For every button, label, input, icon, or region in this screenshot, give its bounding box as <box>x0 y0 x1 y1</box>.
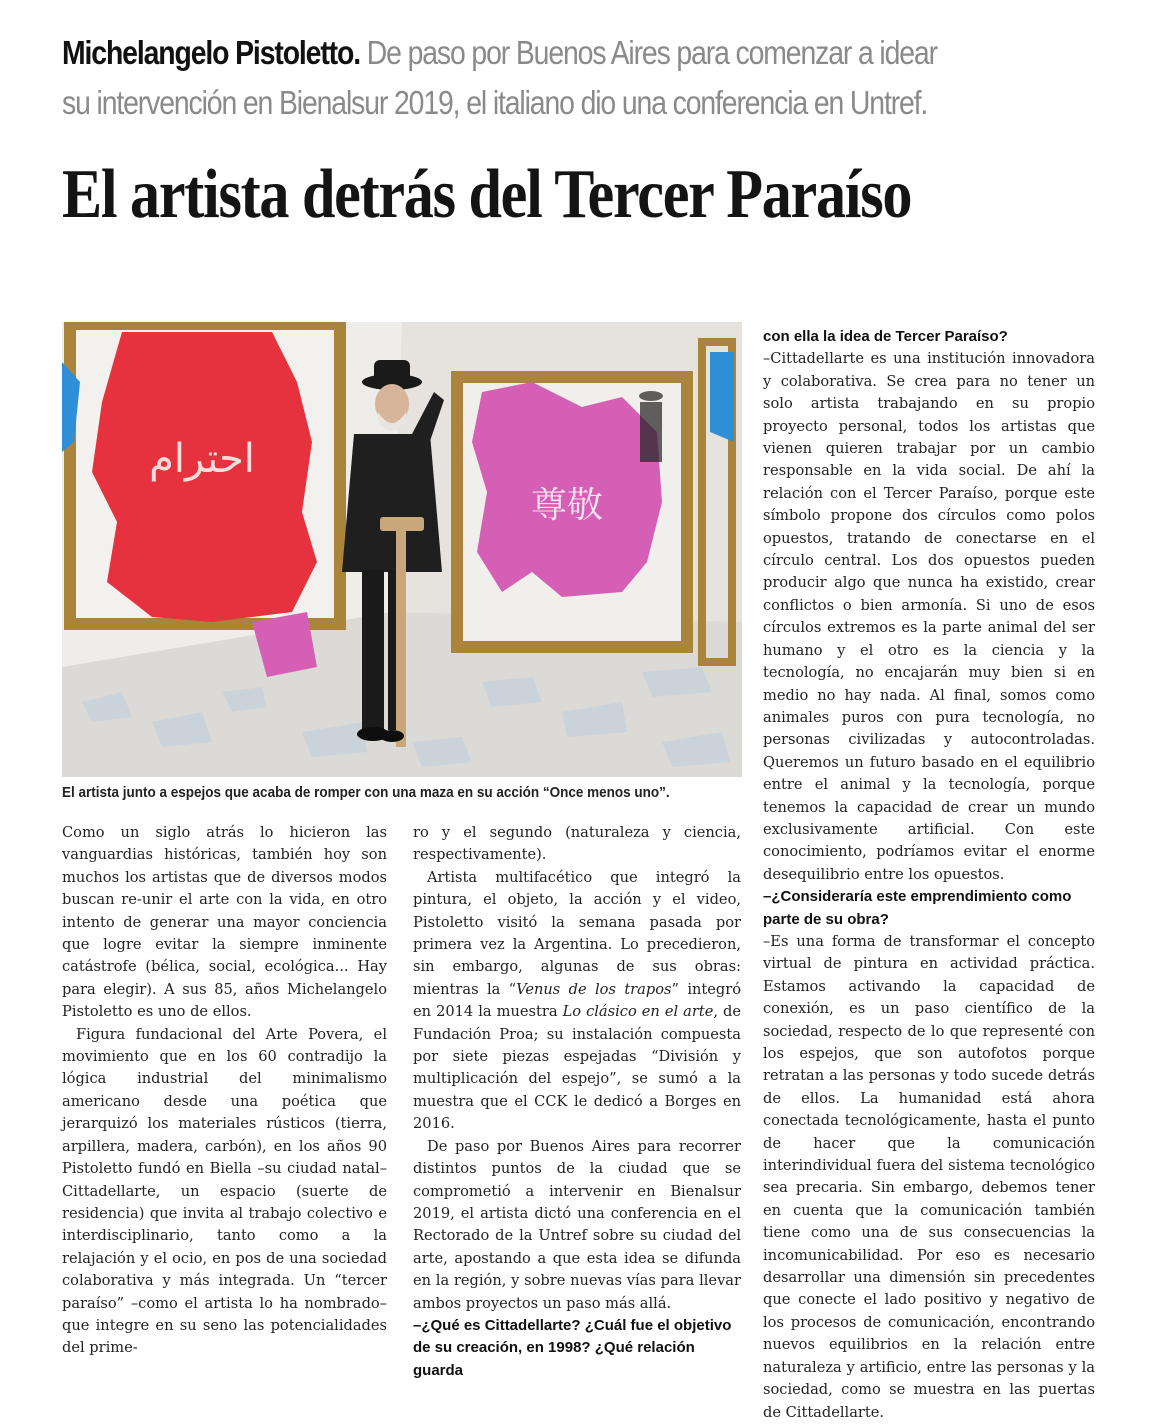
kicker-text-1: De paso por Buenos Aires para comenzar a idear <box>366 34 937 71</box>
kicker-line-1 <box>62 28 974 78</box>
paragraph: Como un siglo atrás lo hicieron las vanguardias históricas, también hoy son muchos los artistas que de diversos modos buscan re-unir el arte con la vida, en otro intento de generar una mayor conciencia que logre evitar la siempre inminente catástrofe (bélica, social, ecológica... Hay para elegir). A sus 85, años Michelangelo Pistoletto es uno de ellos. <box>62 824 387 1021</box>
interview-question: –¿Qué es Cittadellarte? ¿Cuál fue el objetivo de su creación, en 1998? ¿Qué relación guarda <box>413 1316 732 1379</box>
interview-question: –¿Consideraría este emprendimiento como parte de su obra? <box>763 888 1072 928</box>
sledgehammer-handle <box>396 527 406 747</box>
exhibition-title: Lo clásico en el arte <box>562 1003 714 1021</box>
left-mirror <box>70 324 340 624</box>
interview-answer: –Es una forma de transformar el concepto virtual de pintura en actividad práctica. Estamos activando la capacidad de conexión, es un paso científico de la sociedad, respecto de lo que representé con los espejos, que son autofotos porque retratan a las personas y todo sucede detrás de ellos. La humanidad está ahora conectada tecnológicamente, hasta el punto de hacer que la comunicación interindividual fuera del sistema tecnológico sea precaria. Sin embargo, debemos tener en cuenta que la comunicación también tiene como una de sus consecuencias la incomunicabilidad. Por eso es necesario desarrollar una dimensión sin precedentes que conecte el lado positivo y negativo de los procesos de comunicación, encontrando nuevos equilibrios en la relación entre naturaleza y artificio, entre las personas y la sociedad, como se muestra en las puertas de Cittadellarte. <box>763 932 1095 1421</box>
column-1 <box>62 822 387 1360</box>
photo-caption: El artista junto a espejos que acaba de romper con una maza en su acción “Once menos uno”. <box>62 784 670 801</box>
arabic-mirror-text: احترام <box>149 436 255 482</box>
headline: El artista detrás del Tercer Paraíso <box>62 156 912 233</box>
photo-illustration <box>62 322 742 777</box>
paragraph: ro y el segundo (naturaleza y ciencia, respectivamente). <box>413 824 741 864</box>
column-2 <box>413 822 741 1382</box>
article-photo <box>62 322 742 777</box>
kicker-name: Michelangelo Pistoletto. <box>62 34 361 71</box>
work-title: Venus de los trapos <box>516 980 672 998</box>
paragraph: Artista multifacético que integró la pintura, el objeto, la acción y el video, Pistoletto visitó la semana pasada por primera vez la Argentina. Lo precedieron, sin embargo, algunas de sus obras: mientras la “Venus de los trapos” integró en 2014 la muestra Lo clásico en el arte, de Fundación Proa; su instalación compuesta por siete piezas espejadas “División y multiplicación del espejo”, se sumó a la muestra que el CCK le dedicó a Borges en 2016. <box>413 868 741 1133</box>
interview-question: con ella la idea de Tercer Paraíso? <box>763 328 1008 345</box>
kicker <box>62 28 974 128</box>
column-3 <box>763 326 1095 1424</box>
paragraph: Figura fundacional del Arte Povera, el movimiento que en los 60 contradijo la lógica industrial del minimalismo americano desde una poética que jerarquizó los materiales rústicos (tierra, arpillera, madera, carbón), en los años 90 Pistoletto fundó en Biella –su ciudad natal– Cittadellarte, un espacio (suerte de residencia) que invita al trabajo colectivo e interdisciplinario, tanto como a la relajación y el ocio, en pos de una sociedad colaborativa y más integrada. Un “tercer paraíso” –como el artista lo ha nombrado– que integre en su seno las potencialidades del prime- <box>62 1025 387 1357</box>
interview-answer: –Cittadellarte es una institución innovadora y colaborativa. Se crea para no tener un solo artista trabajando en su propio proyecto personal, todos los artistas que vienen quieren trabajar por un cambio responsable en la vida social. De ahí la relación con el Tercer Paraíso, porque este símbolo propone dos círculos como polos opuestos, tratando de conectarse en el círculo central. Los dos opuestos pueden producir algo que nunca ha existido, crear conflictos o bien armonía. Si uno de esos círculos extremos es la parte animal del ser humano y el otro es la ciencia y la tecnología, no encajarán muy bien si en medio no hay nada. Al final, somos como animales puros con pura tecnología, no personas civilizadas y autocontroladas. Queremos un futuro basado en el equilibrio entre el animal y la tecnología, porque tenemos la capacidad de crear un mundo exclusivamente artificial. Con este conocimiento, podríamos evitar el enorme desequilibrio entre los opuestos. <box>763 350 1095 883</box>
kicker-line-2: su intervención en Bienalsur 2019, el italiano dio una conferencia en Untref. <box>62 84 928 121</box>
chinese-mirror-text: 尊敬 <box>530 485 604 526</box>
paragraph: De paso por Buenos Aires para recorrer distintos puntos de la ciudad que se comprometió a intervenir en Bienalsur 2019, el artista dictó una conferencia en el Rectorado de la Untref sobre su ciudad del arte, apostando a que esta idea se difunda en la región, y sobre nuevas vías para llevar ambos proyectos un paso más allá. <box>413 1137 741 1312</box>
